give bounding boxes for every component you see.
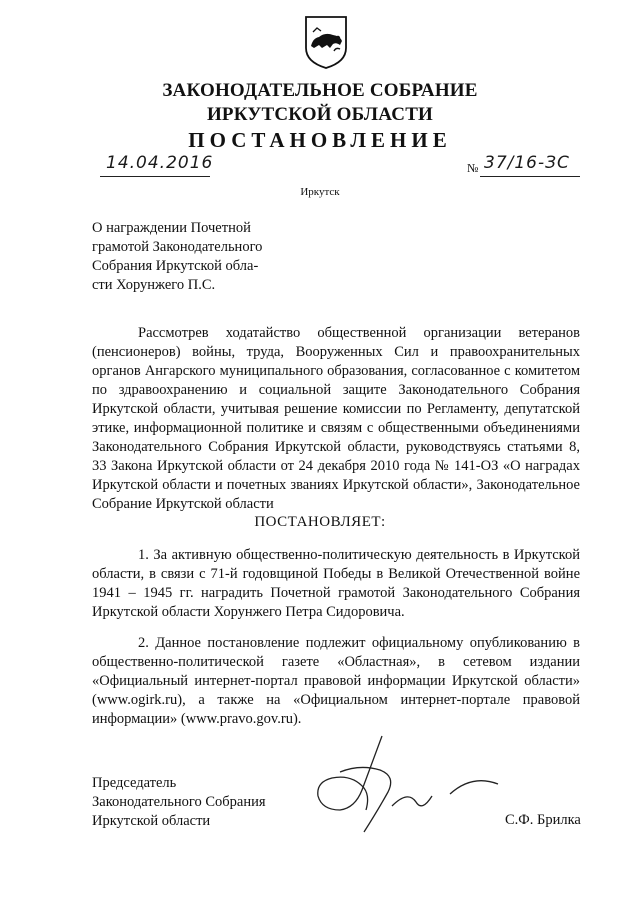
document-subject: О награждении Почетной грамотой Законодательного Собрания Иркутской обла- сти Хорунжего П.С.: [92, 220, 263, 293]
resolution-item-1: 1. За активную общественно-политическую деятельность в Иркутской области, в связи с 71-й годовщиной Победы в Великой Отечественной войне 1941 – 1945 гг. наградить Почетной грамотой Законодательного Собрания Иркутской области Хорунжего Петра Сидоровича.: [92, 547, 580, 620]
number-label: №: [467, 161, 479, 175]
document-date: 14.04.2016: [106, 153, 214, 173]
organization-name-line2: ИРКУТСКОЙ ОБЛАСТИ: [206, 104, 434, 125]
handwritten-signature: [300, 730, 510, 850]
coat-of-arms-icon: [303, 14, 349, 70]
signatory-title: Председатель Законодательного Собрания Иркутской области: [92, 775, 266, 829]
resolution-heading: ПОСТАНОВЛЯЕТ:: [254, 514, 386, 530]
document-type-title: ПОСТАНОВЛЕНИЕ: [188, 128, 452, 152]
document-number: 37/16-ЗС: [484, 153, 570, 173]
city-name: Иркутск: [300, 186, 340, 198]
preamble-paragraph: Рассмотрев ходатайство общественной организации ветеранов (пенсионеров) войны, труда, Вооруженных Сил и правоохранительных органов Ангарского муниципального образования, согласованное с комитетом по здравоохранению и социальной защите Законодательного Собрания Иркутской области, учитывая решение комиссии по Регламенту, депутатской этике, информационной политике и связям с общественными объединениями Законодательного Собрания Иркутской области, руководствуясь статьями 8, 33 Закона Иркутской области от 24 декабря 2010 года № 141-ОЗ «О наградах Иркутской области и почетных званиях Иркутской области», Законодательное Собрание Иркутской области: [92, 325, 580, 512]
organization-name-line1: ЗАКОНОДАТЕЛЬНОЕ СОБРАНИЕ: [162, 80, 478, 101]
date-underline: [100, 176, 210, 177]
resolution-item-2: 2. Данное постановление подлежит официальному опубликованию в общественно-политической газете «Областная», в сетевом издании «Официальный интернет-портал правовой информации Иркутской области» (www.ogirk.ru), а также на «Официальном интернет-портале правовой информации» (www.pravo.gov.ru).: [92, 635, 580, 727]
signatory-name: С.Ф. Брилка: [505, 812, 581, 828]
number-underline: [480, 176, 580, 177]
